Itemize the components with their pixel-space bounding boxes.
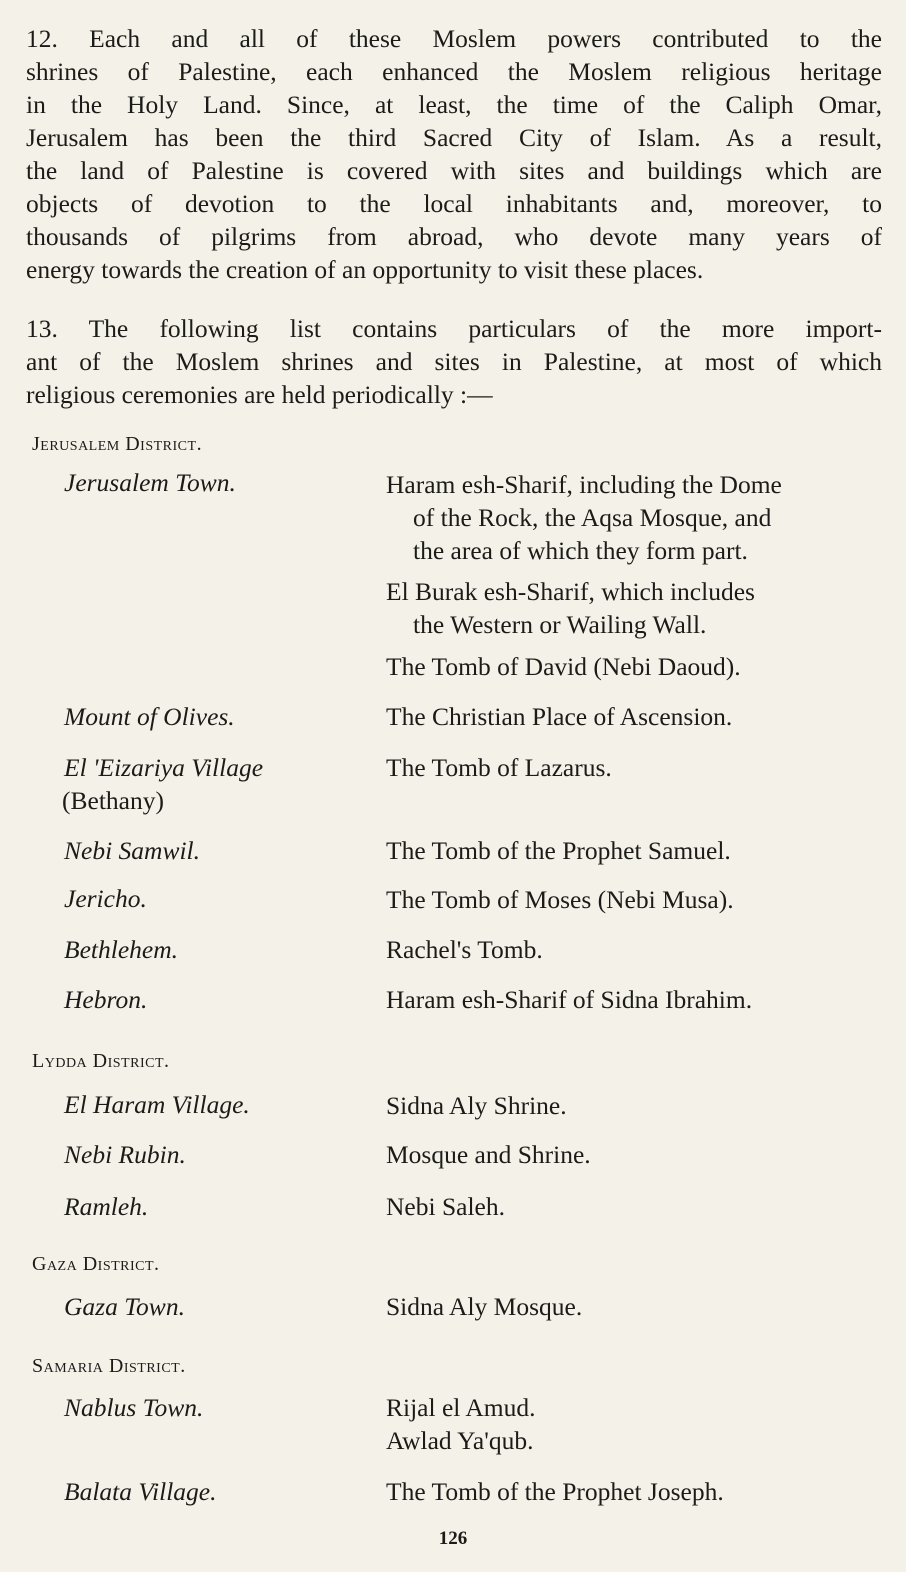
district-heading-jerusalem: Jerusalem District. [32, 433, 203, 455]
site-line: Awlad Ya'qub. [386, 1426, 534, 1455]
site-tomb-of-lazarus: The Tomb of Lazarus. [386, 753, 612, 782]
district-heading-lydda: Lydda District. [32, 1050, 170, 1072]
text-line: shrines of Palestine, each enhanced the Moslem religious heritage [26, 57, 882, 86]
district-heading-gaza: Gaza District. [32, 1253, 160, 1275]
place-bethany: (Bethany) [62, 786, 164, 815]
text-line: thousands of pilgrims from abroad, who devote many years of [26, 222, 882, 251]
paragraph-13 [26, 312, 882, 411]
page-number: 126 [438, 1528, 468, 1549]
site-line: of the Rock, the Aqsa Mosque, and [413, 503, 772, 532]
text-line: objects of devotion to the local inhabitants and, moreover, to [26, 189, 882, 218]
text-line: ant of the Moslem shrines and sites in Palestine, at most of which [26, 347, 882, 376]
place-nablus-town: Nablus Town. [64, 1393, 204, 1422]
site-place-of-ascension: The Christian Place of Ascension. [386, 702, 733, 731]
site-nebi-saleh: Nebi Saleh. [386, 1192, 505, 1221]
text-line: religious ceremonies are held periodically :— [26, 380, 493, 409]
place-gaza-town: Gaza Town. [64, 1292, 185, 1321]
site-line: the Western or Wailing Wall. [413, 610, 707, 639]
site-tomb-of-moses: The Tomb of Moses (Nebi Musa). [386, 885, 734, 914]
text-line: 13. The following list contains particulars of the more import- [26, 314, 882, 343]
site-tomb-of-samuel: The Tomb of the Prophet Samuel. [386, 836, 731, 865]
place-nebi-samwil: Nebi Samwil. [64, 836, 201, 865]
place-hebron: Hebron. [64, 985, 148, 1014]
place-el-haram-village: El Haram Village. [64, 1090, 250, 1119]
place-jericho: Jericho. [64, 884, 147, 913]
text-line: energy towards the creation of an opportunity to visit these places. [26, 255, 704, 284]
paragraph-12 [26, 22, 882, 286]
site-nablus-shrines [386, 1391, 535, 1457]
site-haram-sidna-ibrahim: Haram esh-Sharif of Sidna Ibrahim. [386, 985, 753, 1014]
site-line: Rijal el Amud. [386, 1393, 536, 1422]
site-sidna-aly-shrine: Sidna Aly Shrine. [386, 1091, 567, 1120]
place-jerusalem-town: Jerusalem Town. [64, 468, 236, 497]
district-heading-samaria: Samaria District. [32, 1355, 186, 1377]
place-mount-of-olives: Mount of Olives. [64, 702, 235, 731]
site-el-burak [386, 575, 755, 641]
site-haram-esh-sharif [386, 468, 782, 567]
site-rachels-tomb: Rachel's Tomb. [386, 935, 543, 964]
place-el-eizariya: El 'Eizariya Village [64, 753, 264, 782]
site-sidna-aly-mosque: Sidna Aly Mosque. [386, 1292, 583, 1321]
site-line: El Burak esh-Sharif, which includes [386, 577, 755, 606]
text-line: Jerusalem has been the third Sacred City of Islam. As a result, [26, 123, 882, 152]
text-line: the land of Palestine is covered with sites and buildings which are [26, 156, 882, 185]
place-ramleh: Ramleh. [64, 1192, 149, 1221]
place-bethlehem: Bethlehem. [64, 935, 178, 964]
site-line: the area of which they form part. [413, 536, 748, 565]
text-line: 12. Each and all of these Moslem powers contributed to the [26, 24, 882, 53]
place-balata-village: Balata Village. [64, 1477, 217, 1506]
site-tomb-of-david: The Tomb of David (Nebi Daoud). [386, 652, 741, 681]
site-mosque-and-shrine: Mosque and Shrine. [386, 1140, 591, 1169]
site-tomb-of-joseph: The Tomb of the Prophet Joseph. [386, 1477, 724, 1506]
text-line: in the Holy Land. Since, at least, the time of the Caliph Omar, [26, 90, 882, 119]
site-line: Haram esh-Sharif, including the Dome [386, 470, 782, 499]
place-nebi-rubin: Nebi Rubin. [64, 1140, 186, 1169]
